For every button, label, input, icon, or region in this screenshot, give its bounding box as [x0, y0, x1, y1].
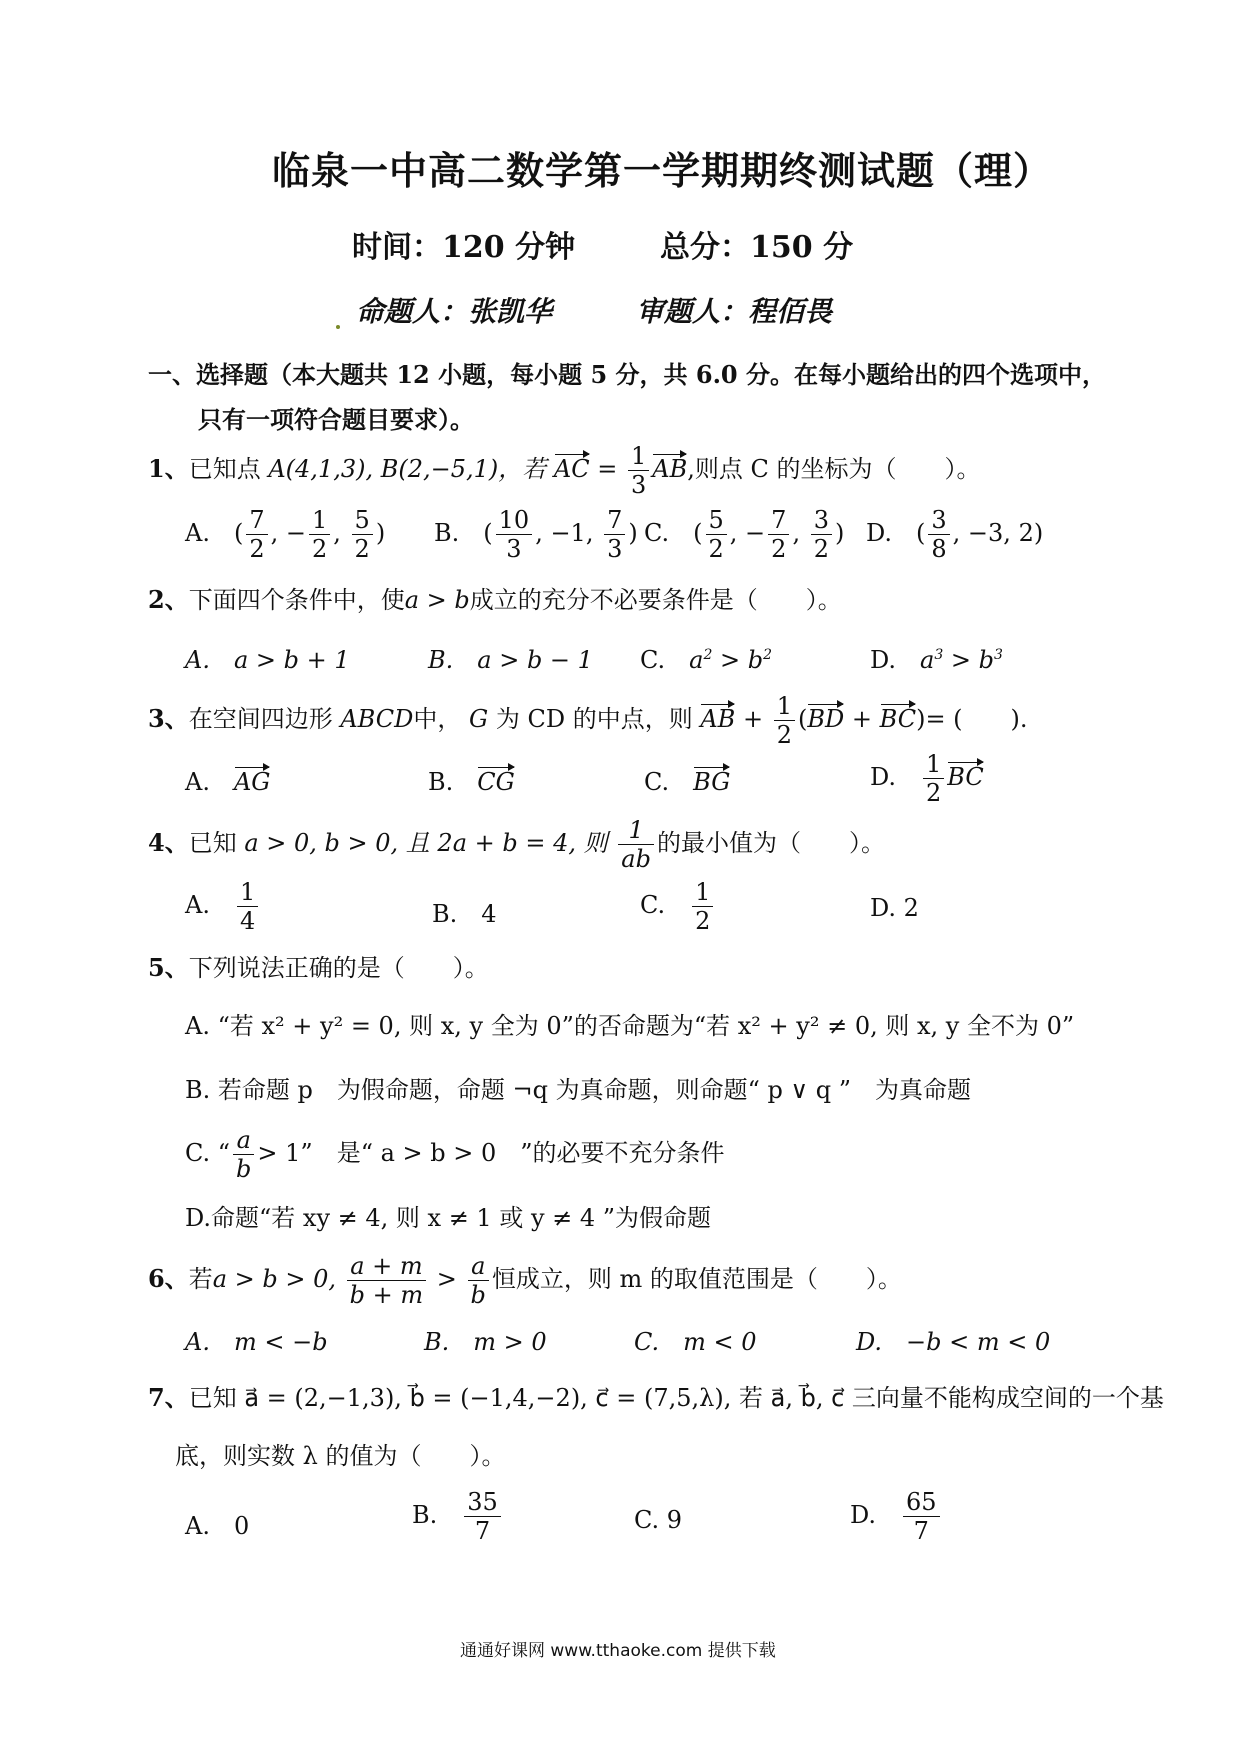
vector-ac: AC	[554, 451, 590, 483]
question-number: 2、	[148, 585, 189, 614]
page-title: 临泉一中高二数学第一学期期终测试题（理）	[272, 148, 1053, 193]
q1-option-c[interactable]: C. ( $\frac{5}{2}$ , − $\frac{7}{2}$ , $\frac{3}{2}$ )	[644, 506, 845, 563]
q1-prefix: 已知点	[188, 455, 261, 483]
section-heading-line1: 一、选择题（本大题共 12 小题，每小题 5 分，共 6.0 分。在每小题给出的四个选项中，	[148, 360, 1106, 389]
question-6: 6、若a > b > 0, $\frac{a + m}{b + m}$ > $\frac{a}{b}$ 恒成立，则 m 的取值范围是（ ）。	[148, 1252, 902, 1309]
question-2	[148, 580, 842, 615]
q4-option-a[interactable]: A. $\frac{1}{4}$	[185, 880, 261, 933]
option-label: C.	[640, 891, 666, 919]
q1-option-d[interactable]: D. ( $\frac{3}{8}$ , −3, 2)	[866, 506, 1044, 563]
q3-prefix: 在空间四边形	[188, 705, 333, 733]
q4-suffix: 的最小值为（ ）。	[656, 829, 885, 857]
q2-condition: a > b	[404, 586, 470, 614]
option-label: D.	[850, 1501, 877, 1529]
q2-option-c[interactable]: C. $a^2 > b^2$	[640, 646, 773, 674]
q3-option-c[interactable]: C. BG	[644, 762, 730, 797]
question-3: 3、在空间四边形 ABCD中， G 为 CD 的中点，则 AB + $\frac{1}{2}$ (BD + BC)= ( ).	[148, 692, 1028, 749]
q3-text: 中，	[413, 705, 462, 733]
q3-option-d[interactable]: D. $\frac{1}{2}$ BC	[870, 750, 984, 807]
option-label: B.	[434, 519, 460, 547]
q7-option-b[interactable]: B. $\frac{35}{7}$	[412, 1490, 504, 1543]
author: 命题人：张凯华	[356, 295, 553, 328]
option-label: D.	[866, 519, 893, 547]
q4-option-c[interactable]: C. $\frac{1}{2}$	[640, 880, 716, 933]
vector-ab: AB	[700, 701, 735, 733]
q5-option-d[interactable]: D.命题“若 xy ≠ 4, 则 x ≠ 1 或 y ≠ 4 ”为假命题	[185, 1204, 712, 1232]
question-number: 6、	[148, 1264, 189, 1293]
q5-option-b[interactable]: B. 若命题 p 为假命题，命题 ¬q 为真命题，则命题“ p ∨ q ” 为真命题	[185, 1076, 971, 1104]
q2-suffix: 成立的充分不必要条件是（ ）。	[469, 586, 842, 614]
q3-option-b[interactable]: B. CG	[428, 762, 515, 797]
option-label: C.	[640, 646, 666, 674]
question-number: 1、	[148, 454, 189, 483]
exam-time: 时间：120 分钟	[352, 230, 576, 265]
q6-option-b[interactable]: B. m > 0	[424, 1328, 547, 1356]
q2-prefix: 下面四个条件中，使	[188, 586, 405, 614]
question-4: 4、已知 a > 0, b > 0, 且 2a + b = 4, 则 $\frac{1}{ab}$ 的最小值为（ ）。	[148, 816, 885, 873]
q6-option-d[interactable]: D. −b < m < 0	[856, 1328, 1051, 1356]
q6-prefix: 若	[188, 1265, 213, 1293]
q7-option-d[interactable]: D. $\frac{65}{7}$	[850, 1490, 943, 1543]
question-7	[148, 1378, 1164, 1413]
q3-suffix: = ( ).	[925, 705, 1028, 733]
q1-option-b[interactable]: B. ( $\frac{10}{3}$ , −1, $\frac{7}{3}$ )	[434, 506, 638, 563]
question-number: 3、	[148, 704, 189, 733]
question-number: 4、	[148, 828, 189, 857]
option-label: D.	[870, 646, 897, 674]
question-number: 5、	[148, 953, 189, 982]
decorative-dot	[336, 316, 340, 335]
option-label: B.	[428, 768, 454, 796]
q2-option-d[interactable]: D. $a^3 > b^3$	[870, 646, 1003, 674]
question-number: 7、	[148, 1383, 189, 1412]
vector-bd: BD	[807, 701, 844, 733]
q1-suffix: ,则点 C 的坐标为（ ）。	[687, 455, 981, 483]
q4-prefix: 已知	[188, 829, 237, 857]
reviewer: 审题人：程佰畏	[636, 295, 833, 328]
vector-ab: AB	[652, 451, 687, 483]
vector-bc: BC	[880, 701, 916, 733]
option-label: D.	[870, 763, 897, 791]
q7-line1: 已知 a⃗ = (2,−1,3), b⃗ = (−1,4,−2), c⃗ = (7,5,λ), 若 a⃗, b⃗, c⃗ 三向量不能构成空间的一个基	[188, 1384, 1164, 1412]
q5-option-c[interactable]: C. “ $\frac{a}{b}$ > 1” 是“ a > b > 0 ”的必要不充分条件	[185, 1126, 725, 1183]
section-heading-line2: 只有一项符合题目要求）。	[198, 405, 474, 434]
q4-option-d[interactable]: D. 2	[870, 894, 919, 922]
option-label: C.	[644, 519, 670, 547]
q5-c-suffix: > 1” 是“ a > b > 0 ”的必要不充分条件	[257, 1139, 725, 1167]
q6-suffix: 恒成立，则 m 的取值范围是（ ）。	[491, 1265, 902, 1293]
q6-option-c[interactable]: C. m < 0	[634, 1328, 757, 1356]
q4-option-b[interactable]: B. 4	[432, 900, 497, 928]
q5-c-prefix: C. “	[185, 1139, 231, 1167]
question-7-line2: 底，则实数 λ 的值为（ ）。	[175, 1442, 506, 1470]
footer-source: 通通好课网 www.tthaoke.com 提供下载	[460, 1641, 776, 1661]
q1-points: A(4,1,3), B(2,−5,1)，若	[268, 455, 547, 483]
q4-condition: a > 0, b > 0, 且 2a + b = 4, 则	[244, 829, 608, 857]
q3-option-a[interactable]: A. AG	[185, 762, 270, 797]
exam-total-score: 总分：150 分	[660, 230, 854, 265]
q6-option-a[interactable]: A. m < −b	[185, 1328, 328, 1356]
q7-option-a[interactable]: A. 0	[185, 1512, 250, 1540]
option-label: A.	[185, 519, 210, 547]
q5-option-a[interactable]: A. “若 x² + y² = 0, 则 x, y 全为 0”的否命题为“若 x² + y² ≠ 0, 则 x, y 全不为 0”	[185, 1012, 1075, 1040]
option-label: B.	[412, 1501, 438, 1529]
q5-stem: 下列说法正确的是（ ）。	[188, 954, 489, 982]
fraction-one-third: $\frac{1}{3}$	[628, 444, 649, 497]
q3-quadrilateral: ABCD	[340, 705, 414, 733]
q3-text2: 为 CD 的中点，则	[495, 705, 693, 733]
option-label: A.	[185, 891, 210, 919]
question-1: 1、已知点 A(4,1,3), B(2,−5,1)，若 AC = $\frac{1}{3}$ AB,则点 C 的坐标为（ ）。	[148, 442, 981, 499]
question-5	[148, 948, 489, 983]
q2-option-a[interactable]: A. a > b + 1	[185, 646, 350, 674]
q2-option-b[interactable]: B. a > b − 1	[428, 646, 593, 674]
option-label: C.	[644, 768, 670, 796]
q1-option-a[interactable]: A. ( $\frac{7}{2}$ , − $\frac{1}{2}$ , $\frac{5}{2}$ )	[185, 506, 386, 563]
q3-point-g: G	[469, 705, 489, 733]
q7-option-c[interactable]: C. 9	[634, 1506, 683, 1534]
option-label: A.	[185, 768, 210, 796]
q6-condition: a > b > 0,	[212, 1265, 337, 1293]
